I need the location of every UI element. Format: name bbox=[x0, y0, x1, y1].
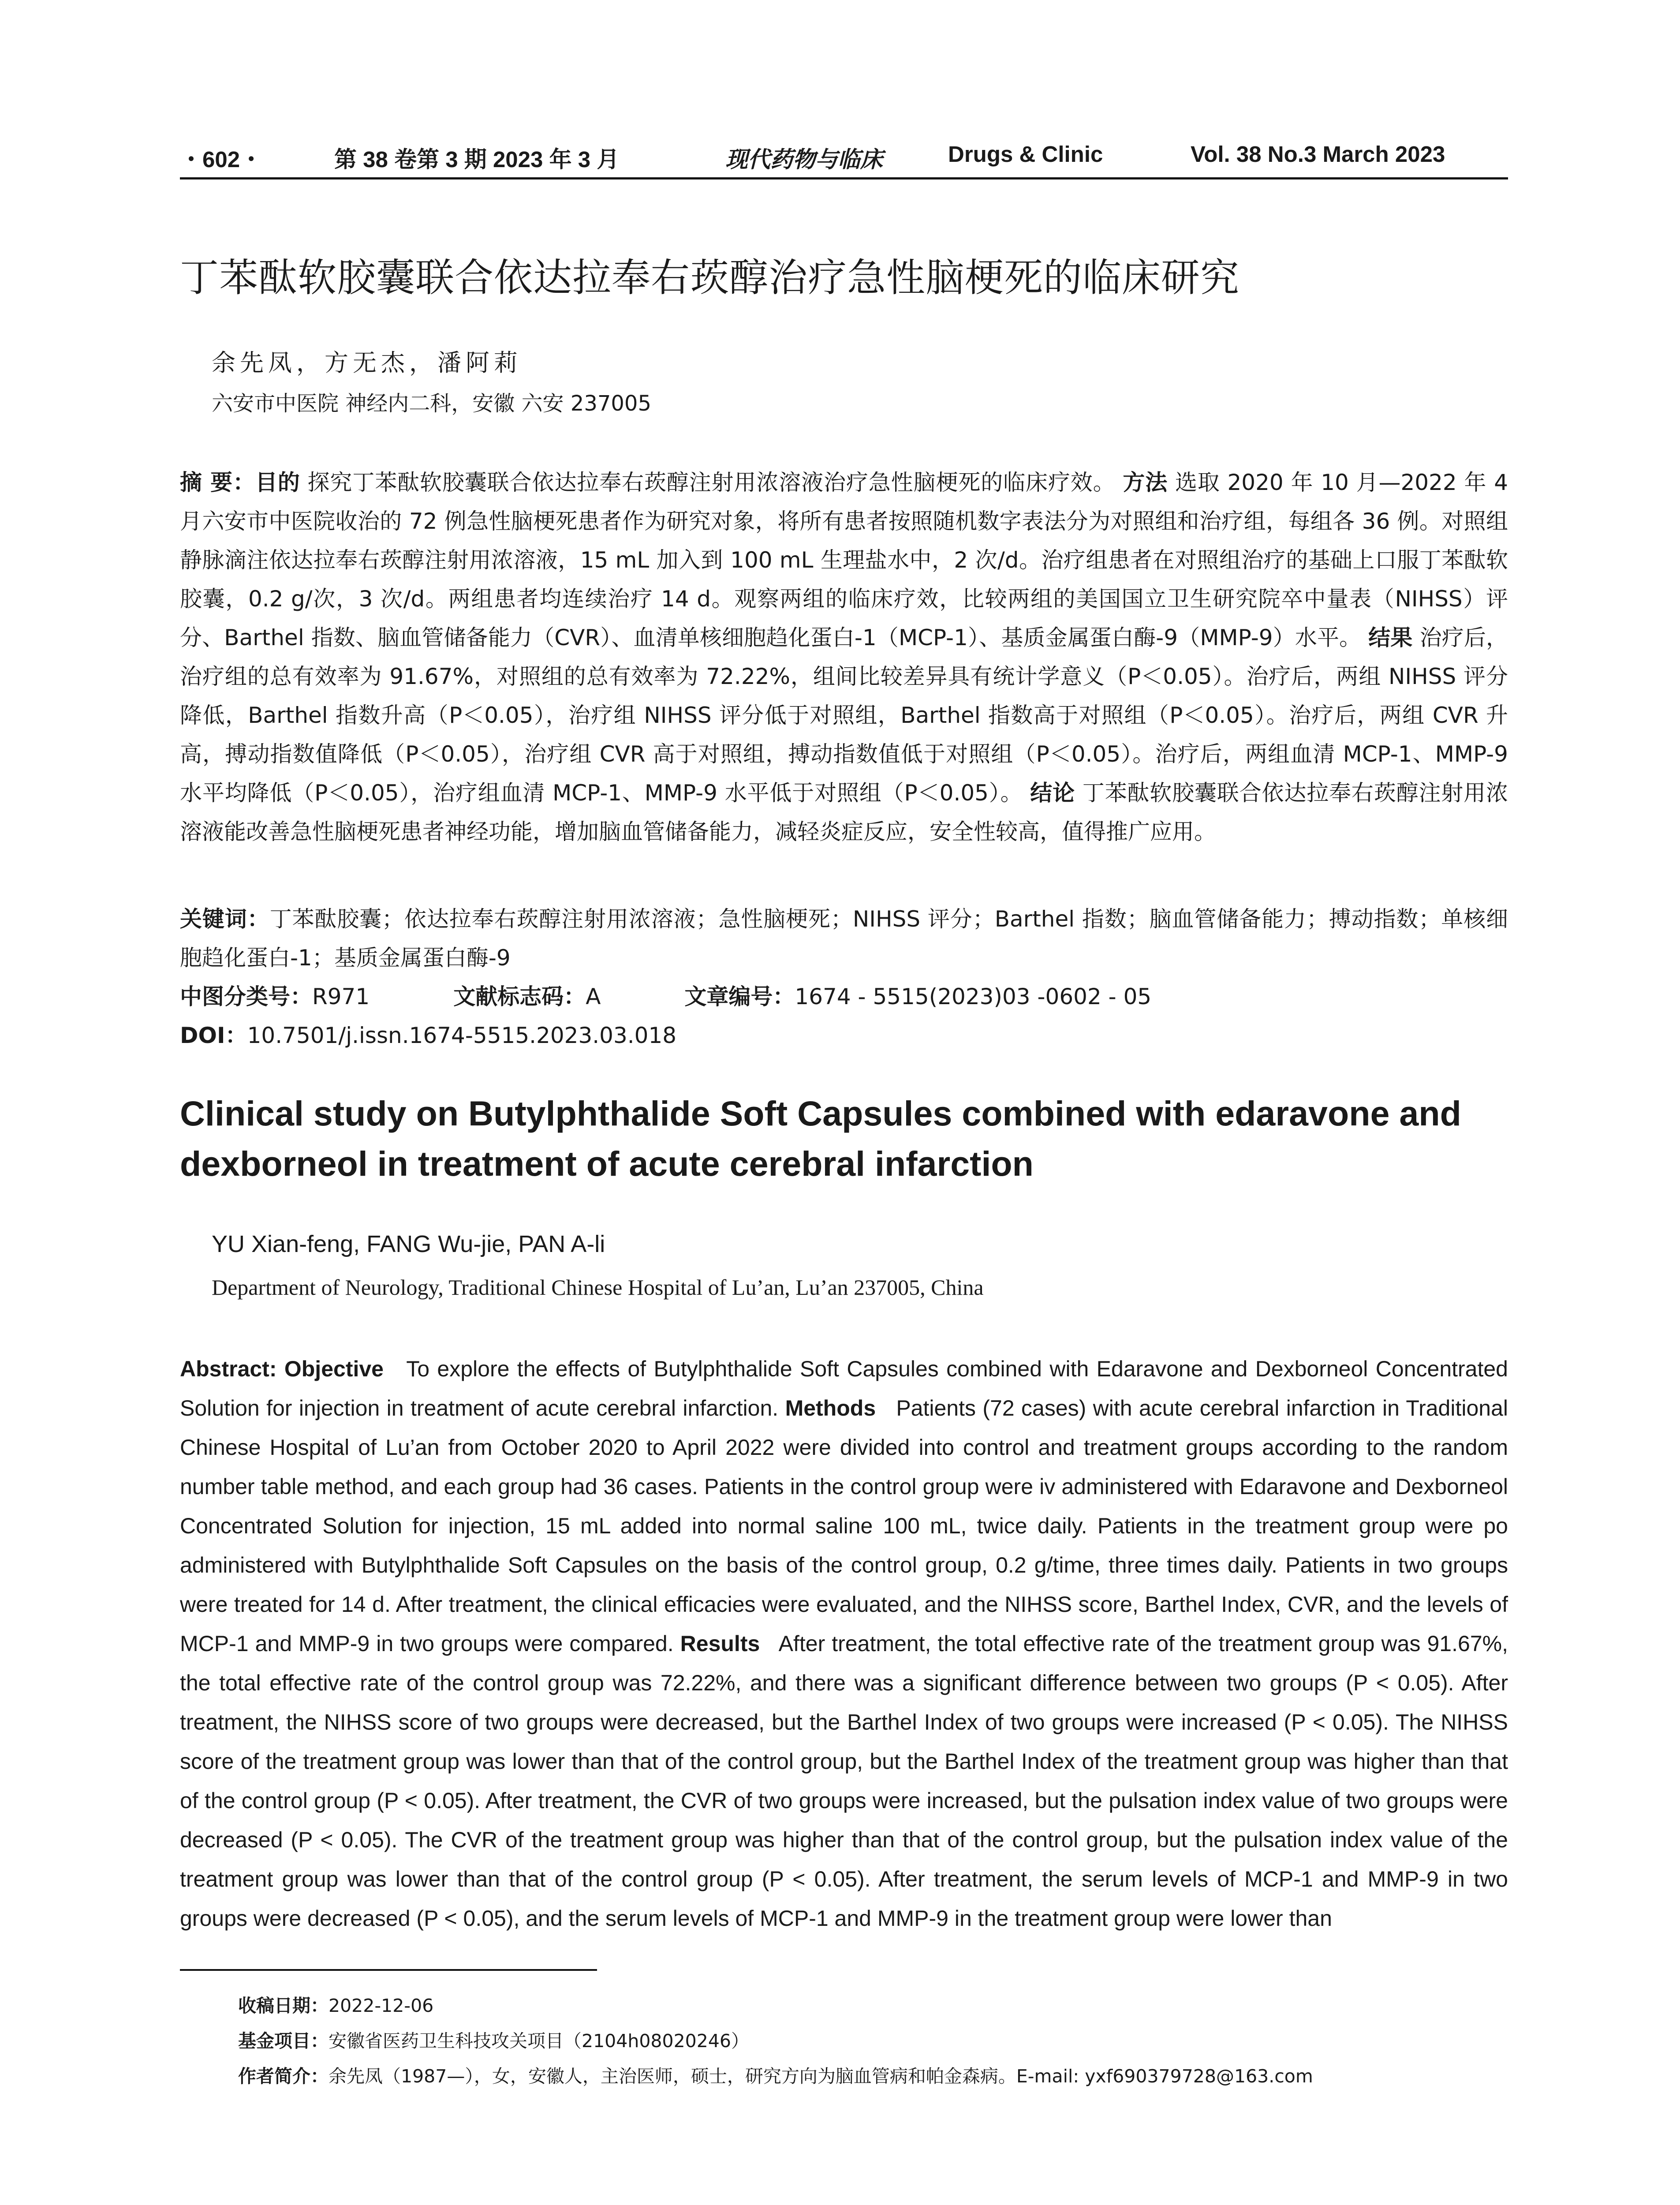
abstract-en-label: Abstract: bbox=[180, 1357, 277, 1381]
objective-en-text: To explore the effects of Butylphthalide Soft Capsules combined with Edaravone and Dexborneol Concentrated Solution for injection in treatment of acute cerebral infarction. bbox=[180, 1357, 1508, 1420]
conclusion-cn-label: 结论 bbox=[1030, 780, 1075, 806]
volume-en: Vol. 38 No.3 March 2023 bbox=[1191, 142, 1445, 167]
results-cn-text: 治疗后，治疗组的总有效率为 91.67%，对照组的总有效率为 72.22%，组间比较差异具有统计学意义（P＜0.05）。治疗后，两组 NIHSS 评分降低，Barthel 指数升高（P＜0.05），治疗组 NIHSS 评分低于对照组，Barthel 指数高于对照组（P＜0.05）。治疗后，两组 CVR 升高，搏动指数值降低（P＜0.05），治疗组 CVR 高于对照组，搏动指数值低于对照组（P＜0.05）。治疗后，两组血清 MCP-1、MMP-9 水平均降低（P＜0.05），治疗组血清 MCP-1、MMP-9 水平低于对照组（P＜0.05）。 bbox=[180, 625, 1508, 806]
results-en-text: After treatment, the total effective rate of the treatment group was 91.67%, the total effective rate of the control group was 72.22%, and there was a significant difference between two groups (P < 0.05). After treatment, the NIHSS score of two groups were decreased, but the Barthel Index of two groups were increased (P < 0.05). The NIHSS score of the treatment group was lower than that of the control group, but the Barthel Index of the treatment group was higher than that of the control group (P < 0.05). After treatment, the CVR of two groups were increased, but the pulsation index value of two groups were decreased (P < 0.05). The CVR of the treatment group was higher than that of the control group, but the pulsation index value of the treatment group was lower than that of the control group (P < 0.05). After treatment, the serum levels of MCP-1 and MMP-9 in two groups were decreased (P < 0.05), and the serum levels of MCP-1 and MMP-9 in the treatment group were lower than bbox=[180, 1631, 1508, 1931]
conclusion-cn-text: 丁苯酞软胶囊联合依达拉奉右莰醇注射用浓溶液能改善急性脑梗死患者神经功能，增加脑血管储备能力，减轻炎症反应，安全性较高，值得推广应用。 bbox=[180, 780, 1508, 845]
page-number: ・602・ bbox=[180, 147, 263, 172]
header-rule bbox=[180, 177, 1508, 179]
fund-value: 安徽省医药卫生科技攻关项目（2104h08020246） bbox=[329, 2030, 750, 2052]
volume-cn: 第 38 卷第 3 期 2023 年 3 月 bbox=[334, 147, 620, 172]
affiliation-cn: 六安市中医院 神经内二科，安徽 六安 237005 bbox=[212, 391, 652, 416]
footnote-author bbox=[238, 2062, 1313, 2088]
objective-en-label: Objective bbox=[284, 1357, 384, 1381]
classification-line bbox=[180, 977, 1151, 1016]
footnote-received bbox=[238, 1991, 433, 2017]
article-title-en: Clinical study on Butylphthalide Soft Capsules combined with edaravone and dexborneol in treatment of acute cerebral infarction bbox=[180, 1094, 1461, 1183]
authors-en: YU Xian-feng, FANG Wu-jie, PAN A-li bbox=[212, 1231, 605, 1257]
abstract-cn-label: 摘 要： bbox=[180, 470, 255, 495]
author-label: 作者简介： bbox=[238, 2066, 329, 2087]
results-en-label: Results bbox=[680, 1631, 760, 1656]
doi-value: 10.7501/j.issn.1674-5515.2023.03.018 bbox=[247, 1023, 677, 1048]
objective-cn-label: 目的 bbox=[255, 470, 300, 495]
keywords-cn bbox=[180, 900, 1508, 977]
results-cn-label: 结果 bbox=[1368, 625, 1413, 650]
clc-value: R971 bbox=[312, 984, 370, 1009]
methods-en-label: Methods bbox=[785, 1396, 876, 1420]
clc-label: 中图分类号： bbox=[180, 984, 312, 1009]
footnote-fund bbox=[238, 2026, 749, 2052]
article-title-cn: 丁苯酞软胶囊联合依达拉奉右莰醇治疗急性脑梗死的临床研究 bbox=[180, 255, 1240, 300]
received-value: 2022-12-06 bbox=[329, 1995, 434, 2016]
keywords-cn-label: 关键词： bbox=[180, 906, 270, 932]
methods-en-text: Patients (72 cases) with acute cerebral infarction in Traditional Chinese Hospital of Lu’an from October 2020 to April 2022 were divided into control and treatment groups according to the random number table method, and each group had 36 cases. Patients in the control group were iv administered with Edaravone and Dexborneol Concentrated Solution for injection, 15 mL added into normal saline 100 mL, twice daily. Patients in the treatment group were po administered with Butylphthalide Soft Capsules on the basis of the control group, 0.2 g/time, three times daily. Patients in two groups were treated for 14 d. After treatment, the clinical efficacies were evaluated, and the NIHSS score, Barthel Index, CVR, and the levels of MCP-1 and MMP-9 in two groups were compared. bbox=[180, 1396, 1508, 1656]
author-value: 余先凤（1987—），女，安徽人，主治医师，硕士，研究方向为脑血管病和帕金森病。E-mail: yxf690379728@163.com bbox=[329, 2066, 1313, 2087]
article-no-value: 1674 - 5515(2023)03 -0602 - 05 bbox=[795, 984, 1152, 1009]
doc-code-label: 文献标志码： bbox=[453, 984, 586, 1009]
methods-cn-text: 选取 2020 年 10 月—2022 年 4 月六安市中医院收治的 72 例急性脑梗死患者作为研究对象，将所有患者按照随机数字表法分为对照组和治疗组，每组各 36 例。对照组静脉滴注依达拉奉右莰醇注射用浓溶液，15 mL 加入到 100 mL 生理盐水中，2 次/d。治疗组患者在对照组治疗的基础上口服丁苯酞软胶囊，0.2 g/次，3 次/d。两组患者均连续治疗 14 d。观察两组的临床疗效，比较两组的美国国立卫生研究院卒中量表（NIHSS）评分、Barthel 指数、脑血管储备能力（CVR）、血清单核细胞趋化蛋白-1（MCP-1）、基质金属蛋白酶-9（MMP-9）水平。 bbox=[180, 470, 1508, 650]
received-label: 收稿日期： bbox=[238, 1995, 329, 2016]
objective-cn-text: 探究丁苯酞软胶囊联合依达拉奉右莰醇注射用浓溶液治疗急性脑梗死的临床疗效。 bbox=[307, 470, 1116, 495]
doi-line bbox=[180, 1016, 676, 1055]
footnote-rule bbox=[180, 1969, 597, 1971]
journal-name-cn: 现代药物与临床 bbox=[725, 146, 883, 173]
keywords-cn-text: 丁苯酞胶囊；依达拉奉右莰醇注射用浓溶液；急性脑梗死；NIHSS 评分；Barthel 指数；脑血管储备能力；搏动指数；单核细胞趋化蛋白-1；基质金属蛋白酶-9 bbox=[180, 906, 1508, 971]
doc-code-value: A bbox=[586, 984, 601, 1009]
methods-cn-label: 方法 bbox=[1123, 470, 1168, 495]
affiliation-en: Department of Neurology, Traditional Chinese Hospital of Lu’an, Lu’an 237005, China bbox=[212, 1275, 984, 1300]
article-no-label: 文章编号： bbox=[684, 984, 795, 1009]
authors-cn: 余先凤，方无杰，潘阿莉 bbox=[212, 349, 522, 377]
journal-name-en: Drugs & Clinic bbox=[948, 142, 1103, 167]
abstract-en bbox=[180, 1349, 1508, 1938]
abstract-cn bbox=[180, 463, 1508, 851]
doi-label: DOI： bbox=[180, 1023, 247, 1048]
fund-label: 基金项目： bbox=[238, 2030, 329, 2052]
